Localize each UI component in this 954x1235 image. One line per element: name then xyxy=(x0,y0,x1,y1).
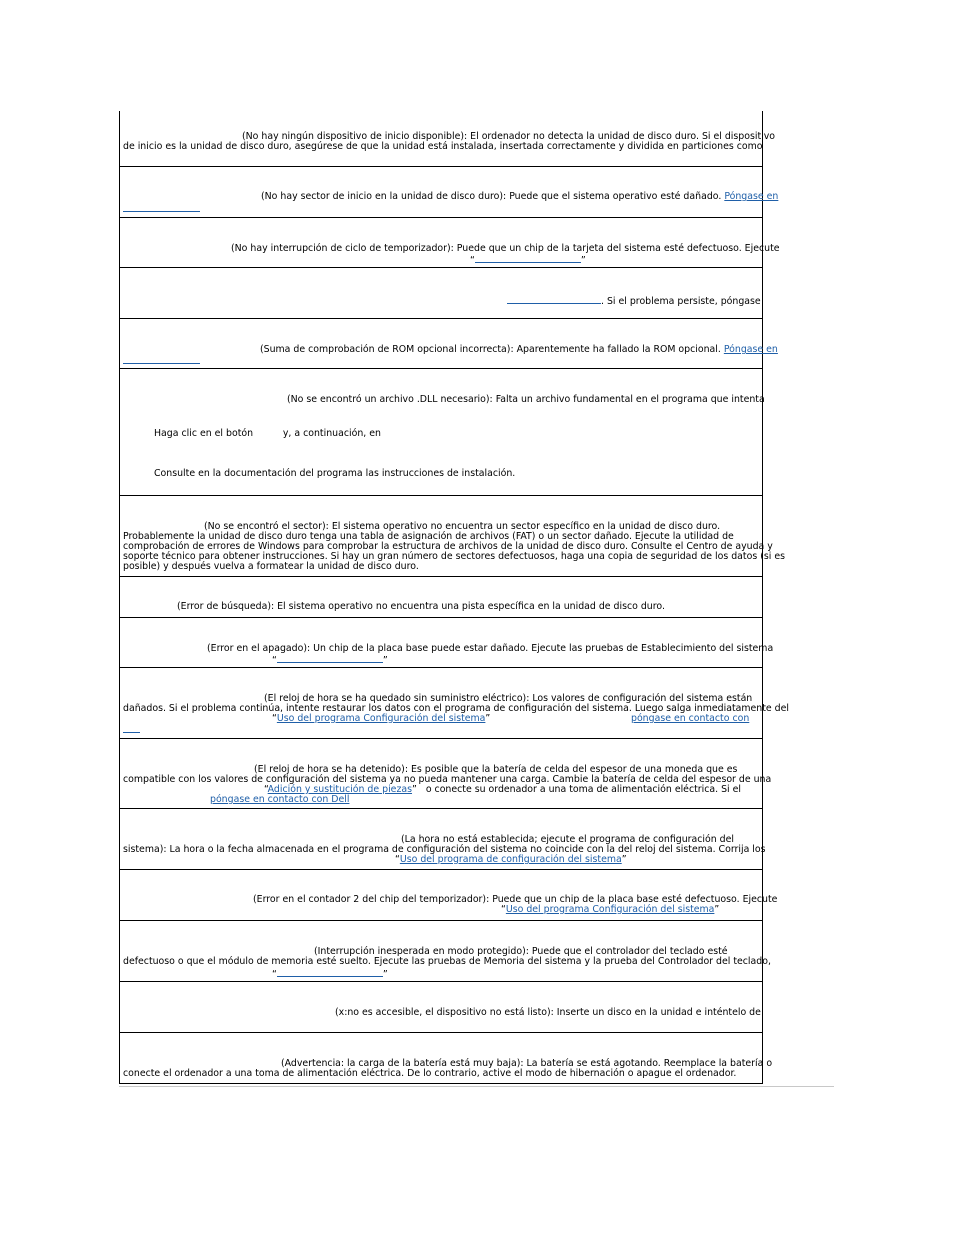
contact-dell-link[interactable]: Póngase en xyxy=(724,191,779,202)
row-text: Probablemente la unidad de disco duro tenga una tabla de asignación de archivos (FAT) o un sector dañado. Ejecute la utilidad de xyxy=(123,531,734,542)
row-text: (No se encontró el sector): El sistema operativo no encuentra un sector específico en la unidad de disco duro. xyxy=(204,521,721,532)
row-text: comprobación de errores de Windows para comprobar la estructura de archivos de la unidad de disco duro. Consulte el Centro de ayuda y xyxy=(123,541,773,552)
diagnostics-link[interactable]: “ ” xyxy=(272,655,388,666)
row-text: (El reloj de hora se ha quedado sin suministro eléctrico): Los valores de configuración del sistema están xyxy=(264,693,753,704)
row-text: Consulte en la documentación del programa las instrucciones de instalación. xyxy=(154,468,516,479)
row-text: (El reloj de hora se ha detenido): Es posible que la batería de celda del espesor de una moneda que es xyxy=(254,764,738,775)
row-text-part: (No hay sector de inicio en la unidad de disco duro): Puede que el sistema operativo esté dañado. xyxy=(261,191,722,202)
contact-dell-link-continuation[interactable] xyxy=(123,354,200,367)
system-setup-link[interactable]: Uso del programa Configuración del sistema xyxy=(276,713,486,724)
system-setup-link[interactable]: Uso del programa Configuración del sistema xyxy=(505,904,715,915)
row-text-part: . Si el problema persiste, póngase xyxy=(601,296,761,307)
row-text xyxy=(261,192,778,202)
row-text: (No hay ningún dispositivo de inicio disponible): El ordenador no detecta la unidad de disco duro. Si el dispositivo xyxy=(242,131,776,142)
table-row xyxy=(120,982,762,1033)
row-text: (No hay interrupción de ciclo de temporizador): Puede que un chip de la tarjeta del sistema esté defectuoso. Ejecute xyxy=(231,243,780,254)
row-text-part: o conecte su ordenador a una toma de alimentación eléctrica. Si el xyxy=(425,784,742,795)
table-row xyxy=(120,809,766,870)
row-text xyxy=(507,294,761,307)
row-text: (x:no es accesible, el dispositivo no está listo): Inserte un disco en la unidad e inténtelo de xyxy=(335,1007,761,1018)
page-divider xyxy=(119,1086,834,1087)
table-row xyxy=(120,167,779,218)
table-row xyxy=(120,618,774,668)
row-text: (No se encontró un archivo .DLL necesario): Falta un archivo fundamental en el programa que intenta xyxy=(287,394,765,405)
contact-dell-link-continuation[interactable] xyxy=(123,723,140,736)
row-text: sistema): La hora o la fecha almacenada en el programa de configuración del sistema no coincide con la del reloj del sistema. Corrija los xyxy=(123,844,766,855)
row-text: (La hora no está establecida; ejecute el programa de configuración del xyxy=(401,834,734,845)
row-text: dañados. Si el problema continúa, intente restaurar los datos con el programa de configuración del sistema. Luego salga inmediatamente del xyxy=(123,703,789,714)
table-row xyxy=(120,496,785,577)
row-text: posible) y después vuelva a formatear la unidad de disco duro. xyxy=(123,561,419,572)
contact-dell-link[interactable]: póngase en contacto con Dell xyxy=(210,794,350,805)
row-text: compatible con los valores de configuración del sistema ya no pueda mantener una carga. Cambie la batería de celda del espesor de una xyxy=(123,774,772,785)
error-message-table xyxy=(119,111,789,1084)
table-row xyxy=(120,1033,773,1084)
table-row xyxy=(120,268,762,319)
contact-dell-link[interactable]: póngase en contacto con xyxy=(631,713,750,724)
row-text: Haga clic en el botón y, a continuación, en xyxy=(154,428,381,439)
table-row xyxy=(120,921,771,982)
system-setup-link[interactable]: Uso del programa de configuración del sistema xyxy=(399,854,622,865)
table-row xyxy=(120,218,780,268)
row-text-part: (Suma de comprobación de ROM opcional incorrecta): Aparentemente ha fallado la ROM opcional. xyxy=(260,344,721,355)
row-text: “Uso del programa Configuración del sistema” xyxy=(272,713,491,724)
diagnostics-link[interactable]: “ ” xyxy=(470,255,586,266)
table-row xyxy=(120,739,772,809)
row-text: (Interrupción inesperada en modo protegido): Puede que el controlador del teclado esté xyxy=(314,946,728,957)
diagnostics-link[interactable]: “ ” xyxy=(272,969,388,980)
table-row xyxy=(120,870,778,921)
row-text: (Error en el apagado): Un chip de la placa base puede estar dañado. Ejecute las pruebas de Establecimiento del sistema xyxy=(207,643,774,654)
row-text: “Uso del programa Configuración del sistema” xyxy=(501,904,720,915)
contact-dell-link[interactable]: Póngase en xyxy=(723,344,778,355)
diagnostics-link[interactable] xyxy=(507,294,601,304)
row-text xyxy=(260,345,778,355)
table-row xyxy=(120,111,776,167)
table-row xyxy=(120,369,765,496)
table-row xyxy=(120,668,789,739)
table-row xyxy=(120,319,778,369)
row-text: soporte técnico para obtener instrucciones. Si hay un gran número de sectores defectuosos, haga una copia de seguridad de los datos (si es xyxy=(123,551,785,562)
add-replace-parts-link[interactable]: Adición y sustitución de piezas xyxy=(267,784,413,795)
contact-dell-link-continuation[interactable] xyxy=(123,202,200,215)
row-text: (Error de búsqueda): El sistema operativo no encuentra una pista específica en la unidad de disco duro. xyxy=(177,601,665,612)
row-text: de inicio es la unidad de disco duro, asegúrese de que la unidad está instalada, insertada correctamente y dividida en particiones como xyxy=(123,141,763,152)
row-text: (Error en el contador 2 del chip del temporizador): Puede que un chip de la placa base esté defectuoso. Ejecute xyxy=(253,894,778,905)
row-text: conecte el ordenador a una toma de alimentación eléctrica. De lo contrario, active el modo de hibernación o apague el ordenador. xyxy=(123,1068,737,1079)
row-text: (Advertencia: la carga de la batería está muy baja): La batería se está agotando. Reemplace la batería o xyxy=(281,1058,773,1069)
table-row xyxy=(120,577,762,618)
row-text: “Adición y sustitución de piezas” o conecte su ordenador a una toma de alimentación eléctrica. Si el xyxy=(264,784,742,795)
row-text: “Uso del programa de configuración del sistema” xyxy=(395,854,627,865)
row-text: defectuoso o que el módulo de memoria esté suelto. Ejecute las pruebas de Memoria del sistema y la prueba del Controlador del teclado, xyxy=(123,956,771,967)
